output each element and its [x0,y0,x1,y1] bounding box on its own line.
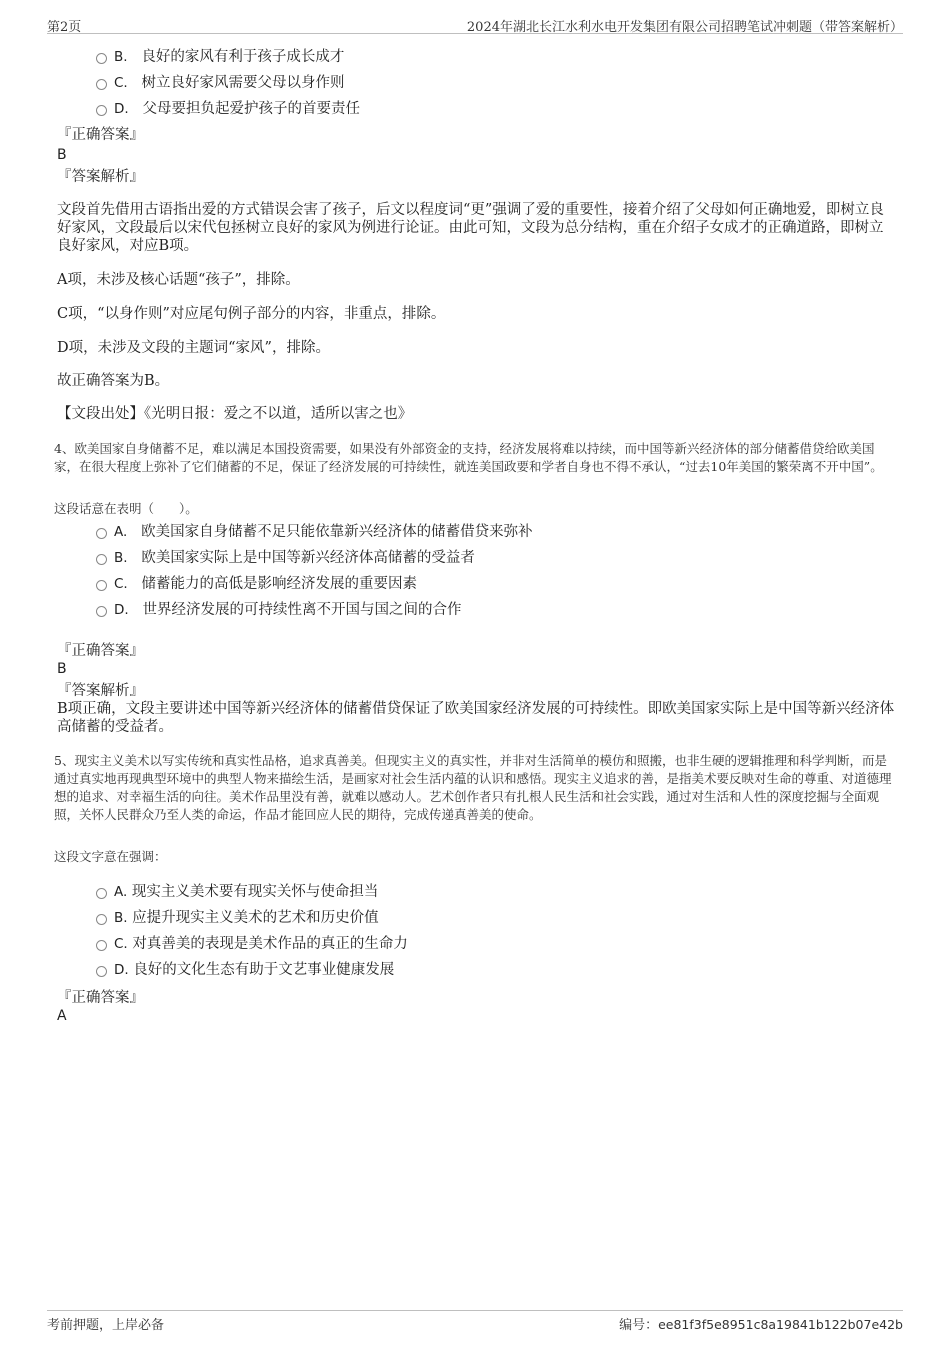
q3-answer: B [57,147,67,163]
q3-source: 【文段出处】《光明日报：爱之不以道，适所以害之也》 [57,406,413,422]
page-number: 第2页 [47,20,82,35]
document-code [619,1314,903,1333]
q4-answer: B [57,661,67,677]
radio-icon[interactable] [96,53,107,64]
q5-option-d[interactable]: D. 良好的文化生态有助于文艺事业健康发展 [96,961,394,979]
radio-icon[interactable] [96,888,107,899]
q5-option-c[interactable]: C. 对真善美的表现是美术作品的真正的生命力 [96,935,408,953]
q4-question: 这段话意在表明（ ）。 [54,501,198,516]
q5-stem: 5、现实主义美术以写实传统和真实性品格，追求真善美。但现实主义的真实性，并非对生活简单的模仿和照搬，也非生硬的逻辑推理和科学判断，而是通过真实地再现典型环境中的典型人物来描绘生活，是画家对社会生活内蕴的认识和感悟。现实主义追求的善，是指美术要反映对生命的尊重、对道德理想的追求、对幸福生活的向往。美术作品里没有善，就难以感动人。艺术创作者只有扎根人民生活和社会实践，通过对生活和人性的深度挖掘与全面观照，关怀人民群众乃至人类的命运，作品才能回应人民的期待，完成传递真善美的使命。 [54,753,892,822]
header-divider [47,33,903,34]
q4-option-d[interactable]: D. 世界经济发展的可持续性离不开国与国之间的合作 [96,601,462,619]
footer-slogan: 考前押题，上岸必备 [47,1318,165,1333]
document-code-value: ee81f3f5e8951c8a19841b122b07e42b [658,1317,903,1332]
q3-analysis-paragraph: C项，“以身作则”对应尾句例子部分的内容，非重点，排除。 [57,306,446,322]
q4-option-a[interactable]: A. 欧美国家自身储蓄不足只能依靠新兴经济体的储蓄借贷来弥补 [96,523,533,541]
q3-analysis-label: 『答案解析』 [57,169,144,185]
radio-icon[interactable] [96,966,107,977]
q3-analysis-paragraph: 文段首先借用古语指出爱的方式错误会害了孩子，后文以程度词“更”强调了爱的重要性，接着介绍了父母如何正确地爱，即树立良好家风，文段最后以宋代包拯树立良好的家风为例进行论证。由此可知，文段为总分结构，重在介绍子女成才的正确道路，即树立良好家风，对应B项。 [57,202,884,254]
radio-icon[interactable] [96,105,107,116]
q3-answer-label: 『正确答案』 [57,127,144,143]
radio-icon[interactable] [96,914,107,925]
q3-analysis-paragraph: 故正确答案为B。 [57,373,170,389]
q3-option-c[interactable]: C. 树立良好家风需要父母以身作则 [96,74,345,92]
radio-icon[interactable] [96,580,107,591]
q5-answer: A [57,1008,67,1024]
radio-icon[interactable] [96,554,107,565]
radio-icon[interactable] [96,606,107,617]
document-title: 2024年湖北长江水利水电开发集团有限公司招聘笔试冲刺题（带答案解析） [466,20,903,35]
q5-question: 这段文字意在强调： [54,849,167,864]
q4-analysis: B项正确，文段主要讲述中国等新兴经济体的储蓄借贷保证了欧美国家经济发展的可持续性。即欧美国家实际上是中国等新兴经济体高储蓄的受益者。 [57,701,895,735]
radio-icon[interactable] [96,528,107,539]
q3-analysis-paragraph: A项，未涉及核心话题“孩子”，排除。 [57,272,300,288]
q5-answer-label: 『正确答案』 [57,990,144,1006]
q3-option-b[interactable]: B. 良好的家风有利于孩子成长成才 [96,48,344,66]
q3-option-d[interactable]: D. 父母要担负起爱护孩子的首要责任 [96,100,360,118]
q4-option-c[interactable]: C. 储蓄能力的高低是影响经济发展的重要因素 [96,575,417,593]
radio-icon[interactable] [96,79,107,90]
q5-option-b[interactable]: B. 应提升现实主义美术的艺术和历史价值 [96,909,379,927]
radio-icon[interactable] [96,940,107,951]
q4-answer-label: 『正确答案』 [57,643,144,659]
document-code-label: 编号： [619,1318,659,1333]
q4-option-b[interactable]: B. 欧美国家实际上是中国等新兴经济体高储蓄的受益者 [96,549,475,567]
q5-option-a[interactable]: A. 现实主义美术要有现实关怀与使命担当 [96,883,378,901]
q4-analysis-label: 『答案解析』 [57,683,144,699]
footer-divider [47,1310,903,1311]
q4-stem: 4、欧美国家自身储蓄不足，难以满足本国投资需要，如果没有外部资金的支持，经济发展将难以持续，而中国等新兴经济体的部分储蓄借贷给欧美国家，在很大程度上弥补了它们储蓄的不足，保证了经济发展的可持续性，就连美国政要和学者自身也不得不承认，“过去10年美国的繁荣离不开中国”。 [54,441,883,474]
q3-analysis-paragraph: D项，未涉及文段的主题词“家风”，排除。 [57,340,330,356]
